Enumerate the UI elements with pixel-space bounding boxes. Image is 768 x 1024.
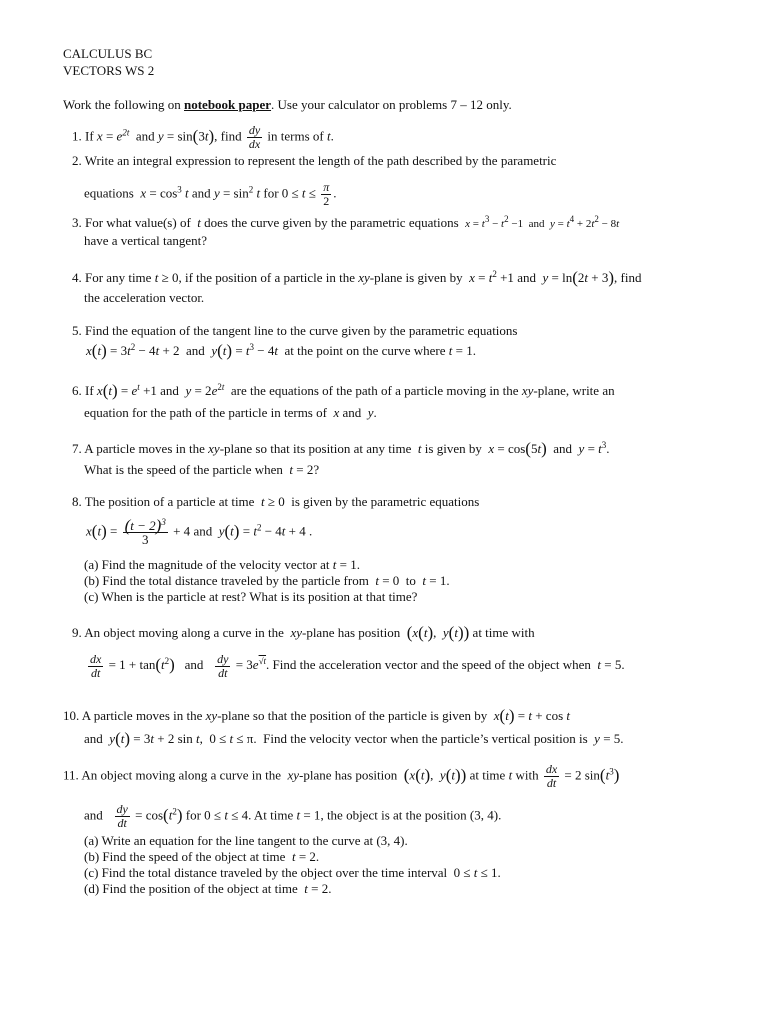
problem-text: Write an integral expression to represent the length of the path described by the parametric xyxy=(84,153,557,168)
problem-text: and xyxy=(186,343,205,358)
problem-11-line-2: and $\frac{dy}{dt}$ = $\cos(t^2)$ for 0 ≤ t ≤ 4. At time t = 1, the object is at the position (3, 4). xyxy=(84,802,502,830)
problem-text: equations xyxy=(84,185,134,201)
problem-number: 4. xyxy=(72,270,82,285)
fraction-dx-dt: $\frac{dx}{dt}$ xyxy=(90,651,102,680)
problem-4-line-2: the acceleration vector. xyxy=(84,290,205,305)
problem-10-line-2: and y(t) = 3t + 2 sin t, 0 ≤ t ≤ π. Find the velocity vector when the particle’s vertical position is y = 5. xyxy=(84,729,624,748)
problem-6-line-2: equation for the path of the particle in terms of x and y. xyxy=(84,405,377,420)
problem-text: and xyxy=(84,807,103,823)
problem-11-part-c: (c) Find the total distance traveled by the object over the time interval 0 ≤ t ≤ 1. xyxy=(84,865,501,880)
problem-3-line-2: have a vertical tangent? xyxy=(84,233,208,248)
problem-7-line-2: What is the speed of the particle when t = 2? xyxy=(84,462,320,477)
problem-text: and xyxy=(160,383,179,398)
problem-9: 9. An object moving along a curve in the xy-plane has position (x(t), y(t)) at time with xyxy=(72,623,535,642)
problem-text: (b) Find the total distance traveled by the particle from xyxy=(84,573,369,588)
problem-text: For any time xyxy=(85,270,152,285)
instructions-pre: Work the following on xyxy=(63,97,184,112)
problem-number: 2. xyxy=(72,153,82,168)
problem-text: with xyxy=(515,767,539,783)
problem-text: at time with xyxy=(472,625,535,640)
problem-text: If xyxy=(85,128,94,144)
problem-text: , find xyxy=(614,270,642,285)
problem-text: are the equations of the path of a particle moving in the xyxy=(230,383,519,398)
problem-text: and xyxy=(135,128,155,144)
problem-2 xyxy=(72,153,556,168)
problem-text: does the curve given by the parametric equations xyxy=(204,215,459,230)
fraction-t-minus-2-cubed-over-3: $\frac{(t - 2)^3}{3}$ xyxy=(124,516,166,547)
problem-text: -plane, write an xyxy=(533,383,615,398)
problem-9-line-2: $\frac{dx}{dt}$ = $1 + \tan(t^2)$ and $\frac{dy}{dt}$ = $3e^{√t}$. Find the acceleration vector and the speed of the object when t = 5. xyxy=(90,651,625,680)
problem-text: and xyxy=(517,270,536,285)
problem-text: , if the position of a particle in the xyxy=(178,270,355,285)
fraction-dy-dt: $\frac{dy}{dt}$ xyxy=(116,802,128,830)
problem-6: 6. If $x(t) = e^t +1$ and $y = 2e^{2t}$ are the equations of the path of a particle moving in the xy-plane, write an xyxy=(72,381,615,400)
problem-11-part-a: (a) Write an equation for the line tangent to the curve at (3, 4). xyxy=(84,833,408,848)
problem-text: (d) Find the position of the object at time xyxy=(84,881,298,896)
problem-11: 11. An object moving along a curve in the xy-plane has position (x(t), y(t)) at time t with $\frac{dx}{dt}$ = 2 $\sin(t^3)$ xyxy=(63,762,620,790)
problem-number: 3. xyxy=(72,215,82,230)
problem-text: -plane has position xyxy=(301,625,401,640)
problem-text: for xyxy=(185,807,201,823)
problem-number: 7. xyxy=(72,441,82,456)
problem-number: 11. xyxy=(63,767,79,783)
problem-text: (a) Find the magnitude of the velocity vector at xyxy=(84,557,330,572)
problem-text: (b) Find the speed of the object at time xyxy=(84,849,286,864)
problem-text: A particle moves in the xyxy=(81,708,203,723)
problem-text: is given by xyxy=(424,441,482,456)
problem-text: and xyxy=(191,185,211,201)
question-mark: ? xyxy=(313,462,320,477)
problem-5-line-2: $x(t) = 3t^2 - 4t + 2$ and $y(t) = t^3 - 4t$ at the point on the curve where t = 1. xyxy=(86,341,476,360)
problem-text: and xyxy=(553,441,573,456)
problem-11-part-d: (d) Find the position of the object at time t = 2. xyxy=(84,881,332,896)
problem-text: and xyxy=(184,657,204,672)
problem-text: Find the equation of the tangent line to the curve given by the parametric equations xyxy=(85,323,518,338)
fraction-dx-dt: $\frac{dx}{dt}$ xyxy=(545,762,558,790)
instructions-emphasis: notebook paper xyxy=(184,97,272,112)
problem-7: 7. A particle moves in the xy-plane so that its position at any time t is given by x = cos(5t) and $y = t^3$. xyxy=(72,439,610,458)
fraction-dy-dt: $\frac{dy}{dt}$ xyxy=(217,651,229,680)
problem-2-line-2: equations $x = \cos^3 t$ and $y = \sin^2 t$ for 0 ≤ t ≤ $\frac{\pi}{2}$ . xyxy=(84,180,337,208)
problem-text: and xyxy=(193,523,213,539)
problem-text: . Find the acceleration vector and the speed of the object when xyxy=(266,657,591,672)
problem-11-part-b: (b) Find the speed of the object at time t = 2. xyxy=(84,849,320,864)
worksheet-title: VECTORS WS 2 xyxy=(63,63,155,78)
problem-text: -plane is given by xyxy=(369,270,463,285)
problem-8-equations: x(t) = $\frac{(t - 2)^3}{3}$ + 4 and $y(t) = t^2 - 4t + 4$ . xyxy=(86,516,313,547)
problem-5 xyxy=(72,323,517,338)
problem-text: , the object is at the position (3, 4). xyxy=(320,807,502,823)
problem-text: An object moving along a curve in the xyxy=(81,767,281,783)
problem-8-part-a: (a) Find the magnitude of the velocity vector at t = 1. xyxy=(84,557,360,572)
problem-text: -plane so that its position at any time xyxy=(219,441,412,456)
problem-text: If xyxy=(85,383,94,398)
problem-text: (c) Find the total distance traveled by the object over the time interval xyxy=(84,865,448,880)
problem-text: and xyxy=(84,731,103,746)
problem-text: An object moving along a curve in the xyxy=(84,625,284,640)
problem-8-part-b: (b) Find the total distance traveled by the particle from t = 0 to t = 1. xyxy=(84,573,450,588)
problem-number: 1. xyxy=(72,128,82,144)
problem-text: -plane has position xyxy=(299,767,398,783)
course-title: CALCULUS BC xyxy=(63,46,153,61)
problem-4: 4. For any time t ≥ 0, if the position of a particle in the xy-plane is given by $x = t^2 +1$ and y = ln(2t + 3), find xyxy=(72,268,642,287)
fraction-pi-over-2: $\frac{\pi}{2}$ xyxy=(323,180,330,208)
problem-text: The position of a particle at time xyxy=(84,494,255,509)
problem-8-part-c: (c) When is the particle at rest? What is its position at that time? xyxy=(84,589,418,604)
problem-number: 10. xyxy=(63,708,80,723)
period: . xyxy=(330,128,334,144)
problem-text: Find the velocity vector when the particle’s vertical position is xyxy=(263,731,588,746)
problem-text: is given by the parametric equations xyxy=(291,494,480,509)
instructions xyxy=(63,97,512,112)
problem-number: 6. xyxy=(72,383,82,398)
problem-text: . At time xyxy=(248,807,294,823)
problem-text: to xyxy=(405,573,416,588)
problem-text: for xyxy=(263,185,279,201)
problem-number: 9. xyxy=(72,625,82,640)
problem-text: and xyxy=(342,405,362,420)
problem-text: in terms of xyxy=(267,128,324,144)
problem-text: at the point on the curve where xyxy=(284,343,446,358)
problem-text: For what value(s) of xyxy=(85,215,191,230)
problem-10: 10. A particle moves in the xy-plane so that the position of the particle is given by x(t) = t + cos t xyxy=(63,706,571,725)
problem-text: and xyxy=(528,218,545,230)
problem-text: , find xyxy=(214,128,242,144)
fraction-dy-dx: $\frac{dy}{dx}$ xyxy=(248,123,261,151)
instructions-post: . Use your calculator on problems 7 – 12 only. xyxy=(271,97,512,112)
problem-number: 8. xyxy=(72,494,82,509)
problem-number: 5. xyxy=(72,323,82,338)
problem-3: 3. For what value(s) of t does the curve given by the parametric equations $x = t^3 - t^2 -1$ and $y = t^4 + 2t^2 - 8t$ xyxy=(72,214,620,230)
problem-text: What is the speed of the particle when xyxy=(84,462,283,477)
problem-1: 1. If $x = e^{2t}$ and y = sin(3t), find $\frac{dy}{dx}$ in terms of t. xyxy=(72,123,334,151)
problem-text: at time xyxy=(469,767,506,783)
problem-text: A particle moves in the xyxy=(84,441,205,456)
problem-text: equation for the path of the particle in terms of xyxy=(84,405,327,420)
problem-text: -plane so that the position of the particle is given by xyxy=(217,708,488,723)
problem-8: 8. The position of a particle at time t ≥ 0 is given by the parametric equations xyxy=(72,494,480,509)
